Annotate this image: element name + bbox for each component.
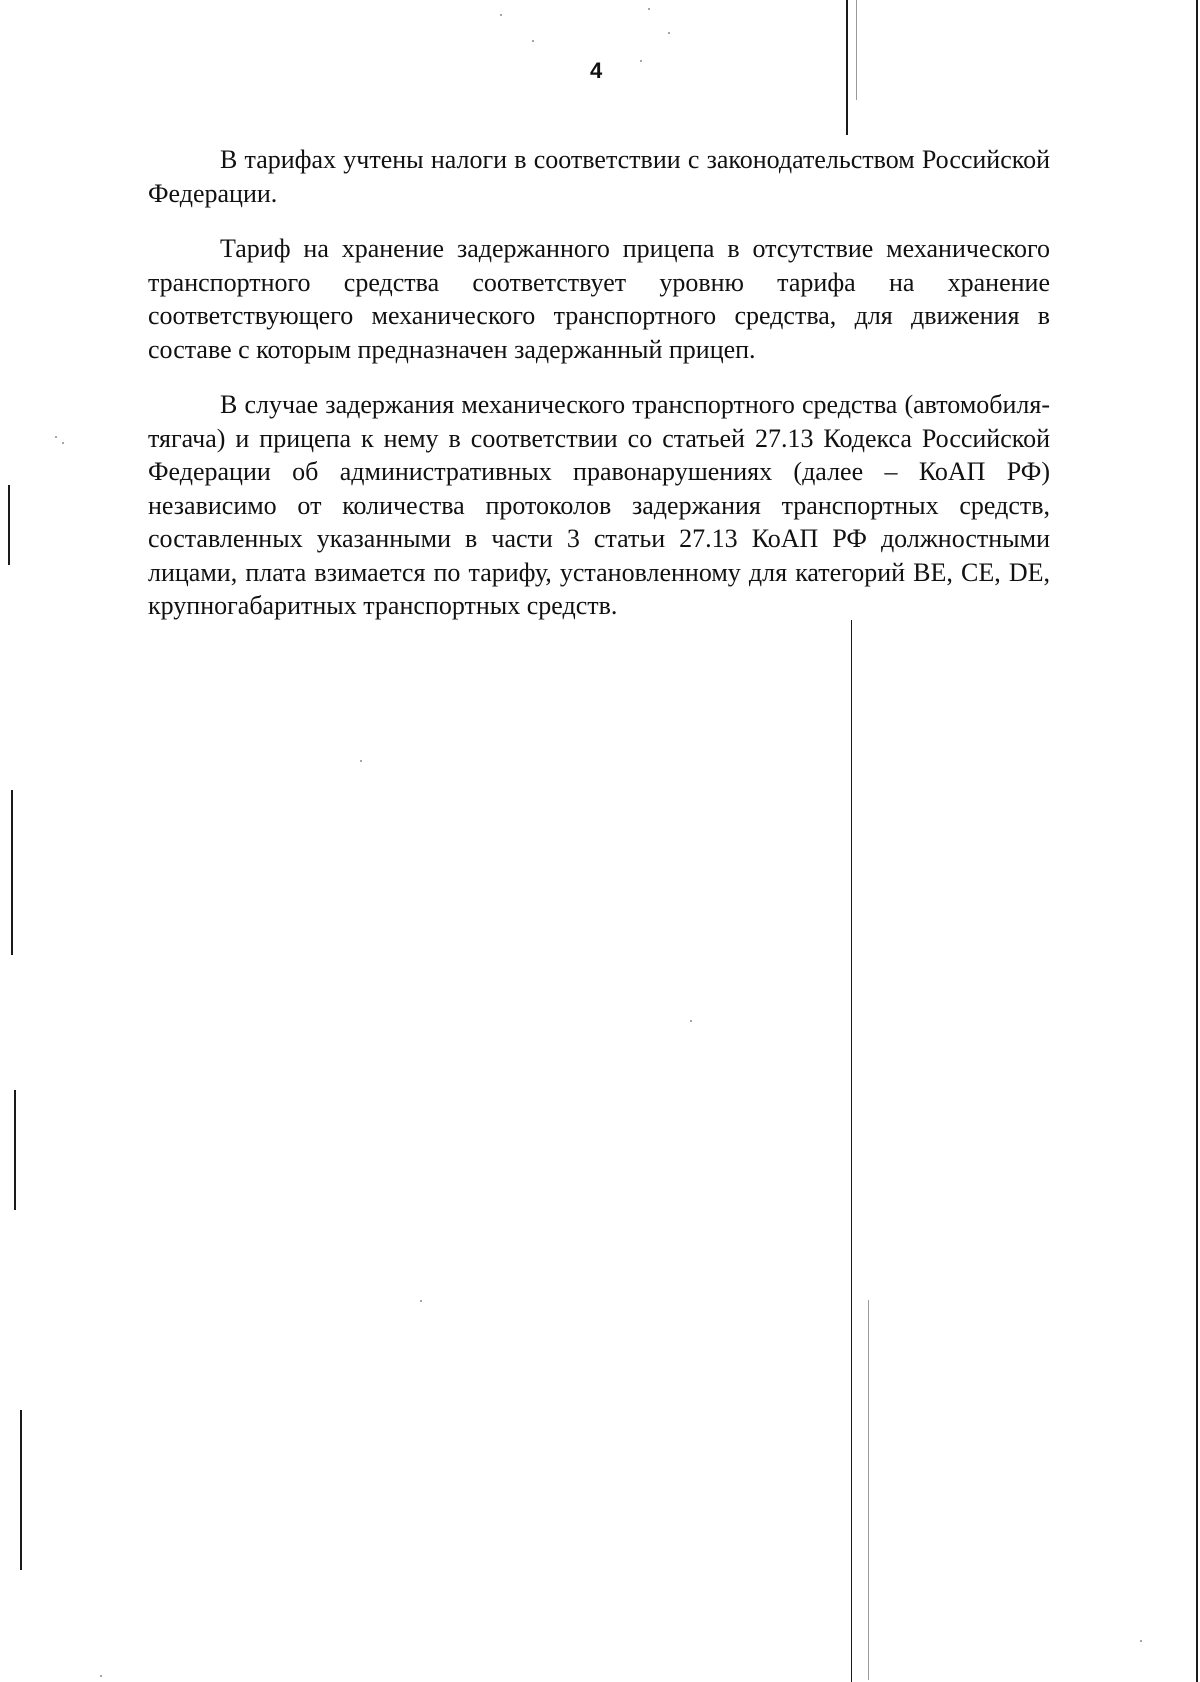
scan-speck: [640, 60, 642, 62]
scan-speck: [668, 32, 670, 34]
scan-speck: [648, 8, 650, 10]
scan-streak-right-middle: [851, 620, 852, 1682]
page-number: 4: [590, 58, 603, 83]
scan-streak-left-4: [20, 1410, 22, 1570]
scan-speck: [420, 1300, 422, 1302]
scan-streak-right-lower: [868, 1300, 869, 1680]
scan-speck: [55, 436, 57, 438]
scan-streak-left-3: [14, 1090, 16, 1210]
scan-speck: [532, 40, 534, 42]
document-body: [148, 143, 1050, 645]
scan-speck: [360, 760, 362, 762]
scan-speck: [500, 14, 502, 16]
paragraph-trailer-storage: Тариф на хранение задержанного прицепа в отсутствие механического транспортного средства соответствует уровню тарифа на хранение соответствующего механического транспортного средства, для движения в составе с которым предназначен задержанный прицеп.: [148, 234, 1050, 364]
scan-streak-left-1: [8, 485, 10, 565]
scan-speck: [1140, 1640, 1142, 1642]
scan-speck: [690, 1020, 692, 1022]
scan-streak-top-right-2: [856, 0, 857, 100]
paragraph-detention-fee: В случае задержания механического транспортного средства (автомобиля-тягача) и прицепа к нему в соответствии со статьей 27.13 Кодекса Российской Федерации об административных правонарушениях (далее – КоАП РФ) независимо от количества протоколов задержания транспортных средств, составленных указанными в части 3 статьи 27.13 КоАП РФ должностными лицами, плата взимается по тарифу, установленному для категорий BE, CE, DE, крупногабаритных транспортных средств.: [148, 390, 1050, 620]
scan-streak-left-2: [11, 790, 13, 955]
scan-speck: [100, 1675, 102, 1677]
scan-streak-right-edge: [1196, 0, 1198, 1682]
scan-speck: [62, 442, 64, 444]
paragraph-taxes: В тарифах учтены налоги в соответствии с законодательством Российской Федерации.: [148, 145, 1050, 208]
scan-streak-top-right: [846, 0, 848, 135]
